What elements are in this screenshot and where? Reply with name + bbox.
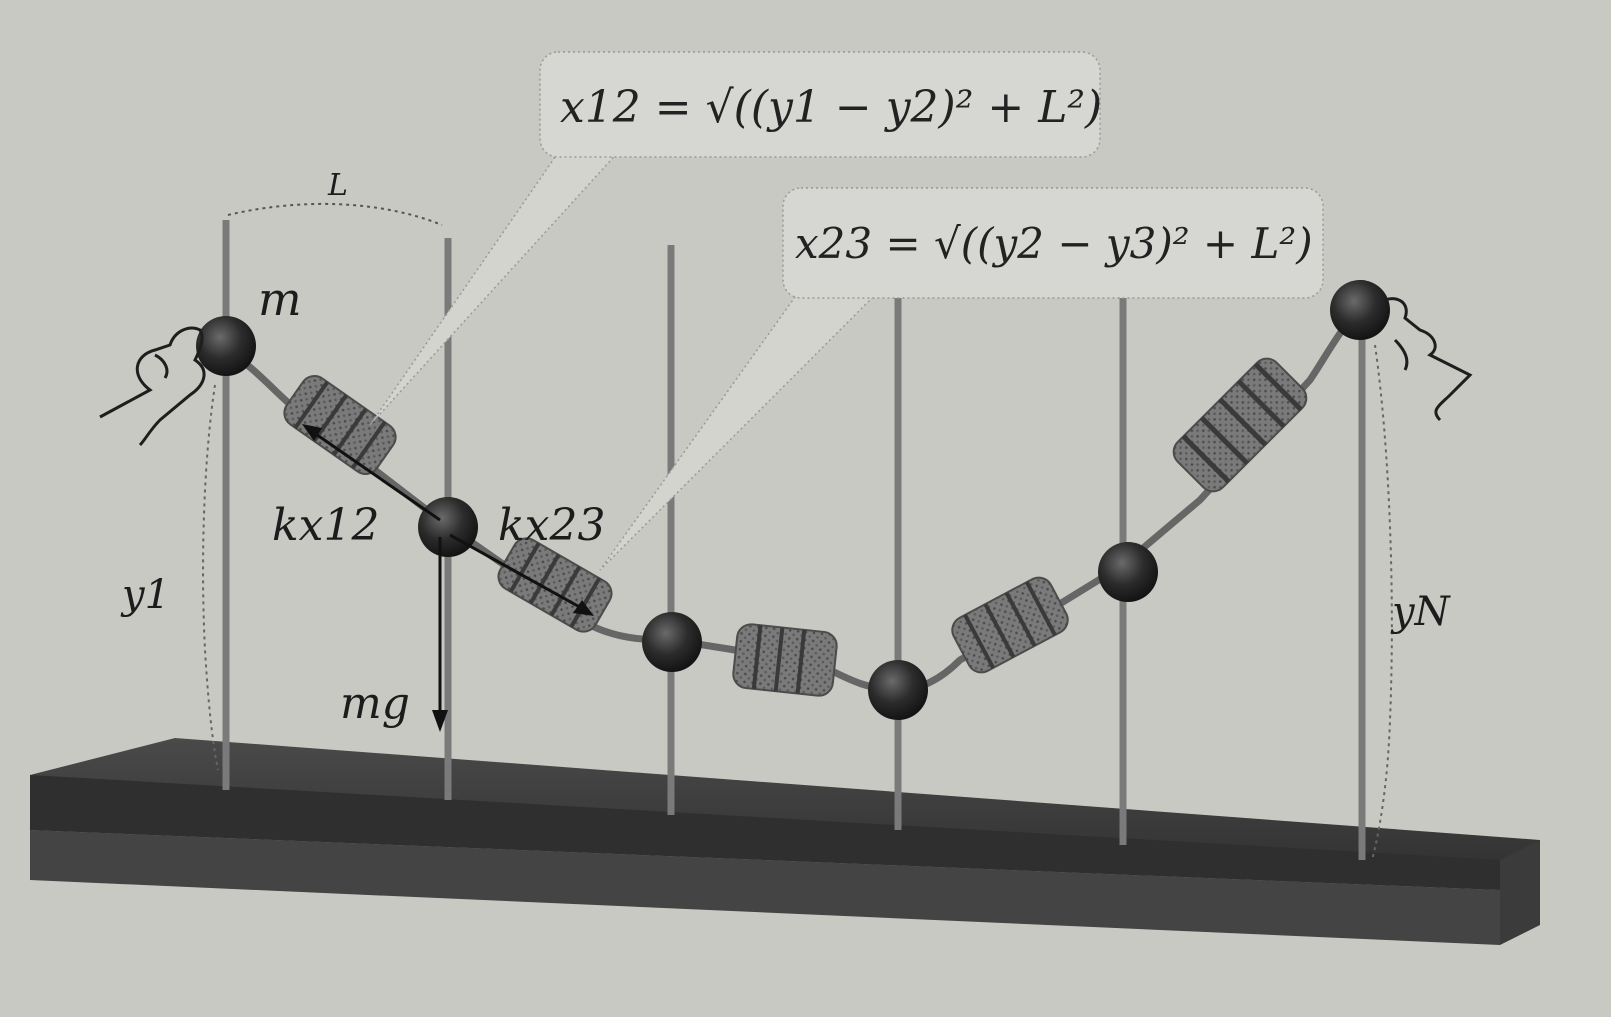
label-L: L [328, 168, 348, 203]
label-y1: y1 [122, 572, 171, 618]
mass-1 [196, 316, 256, 376]
callout-x23 [600, 188, 1323, 570]
mass-2 [418, 497, 478, 557]
callout-x12-text: x12 = √((y1 − y2)² + L²) [560, 82, 1103, 133]
hand-right-icon [1385, 299, 1470, 420]
base-board [30, 738, 1540, 945]
label-m: m [258, 272, 302, 326]
spring-5-6 [1168, 353, 1312, 497]
label-kx23: kx23 [498, 500, 606, 551]
callout-x23-text: x23 = √((y2 − y3)² + L²) [795, 219, 1313, 268]
mass-4 [868, 660, 928, 720]
hand-left-icon [100, 328, 204, 445]
mass-6 [1330, 280, 1390, 340]
mass-5 [1098, 542, 1158, 602]
length-indicator-L [228, 204, 442, 225]
height-indicator-yN [1372, 345, 1392, 860]
label-yN: yN [1392, 589, 1450, 635]
label-kx12: kx12 [272, 500, 380, 551]
label-mg: mg [340, 678, 410, 729]
spring-3-4 [732, 623, 838, 697]
spring-1-2 [279, 371, 401, 480]
mass-3 [642, 612, 702, 672]
height-indicator-y1 [203, 385, 218, 770]
spring-4-5 [947, 573, 1072, 678]
